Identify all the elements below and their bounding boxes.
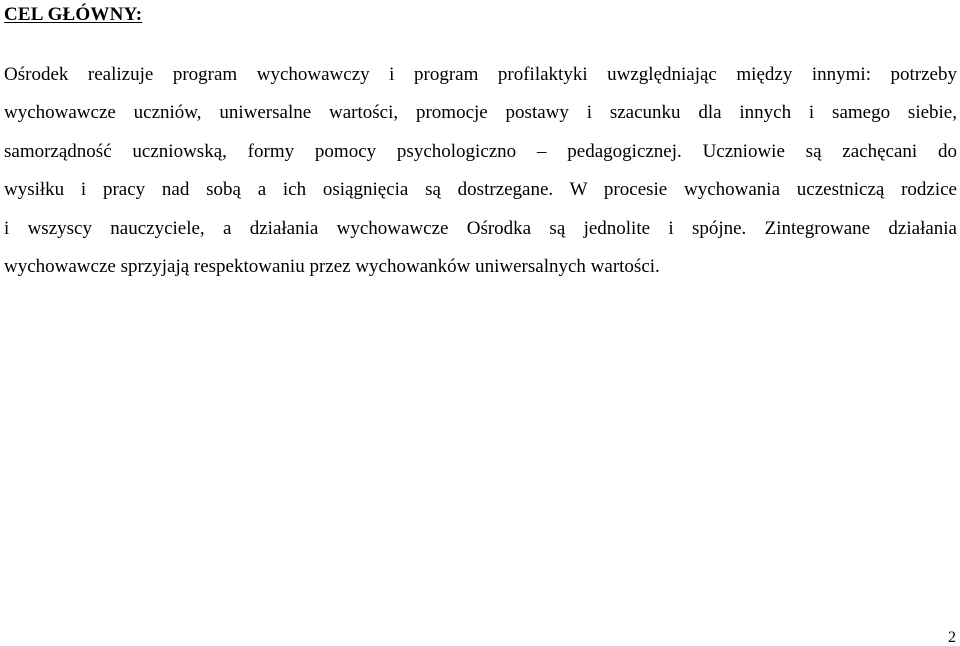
paragraph-line-5: i wszyscy nauczyciele, a działania wychowawcze Ośrodka są jednolite i spójne. Zintegrowane działania bbox=[4, 217, 957, 239]
page-number: 2 bbox=[948, 629, 956, 646]
paragraph-line-4: wysiłku i pracy nad sobą a ich osiągnięcia są dostrzegane. W procesie wychowania uczestniczą rodzice bbox=[4, 179, 957, 201]
body-paragraph bbox=[4, 64, 957, 294]
paragraph-line-1: Ośrodek realizuje program wychowawczy i program profilaktyki uwzględniając między innymi: potrzeby bbox=[4, 64, 957, 85]
paragraph-line-2: wychowawcze uczniów, uniwersalne wartości, promocje postawy i szacunku dla innych i samego siebie, bbox=[4, 102, 957, 124]
section-heading: CEL GŁÓWNY: bbox=[4, 4, 143, 25]
paragraph-line-6: wychowawcze sprzyjają respektowaniu przez wychowanków uniwersalnych wartości. bbox=[4, 255, 660, 277]
paragraph-line-3: samorządność uczniowską, formy pomocy psychologiczno – pedagogicznej. Uczniowie są zachęcani do bbox=[4, 140, 957, 162]
